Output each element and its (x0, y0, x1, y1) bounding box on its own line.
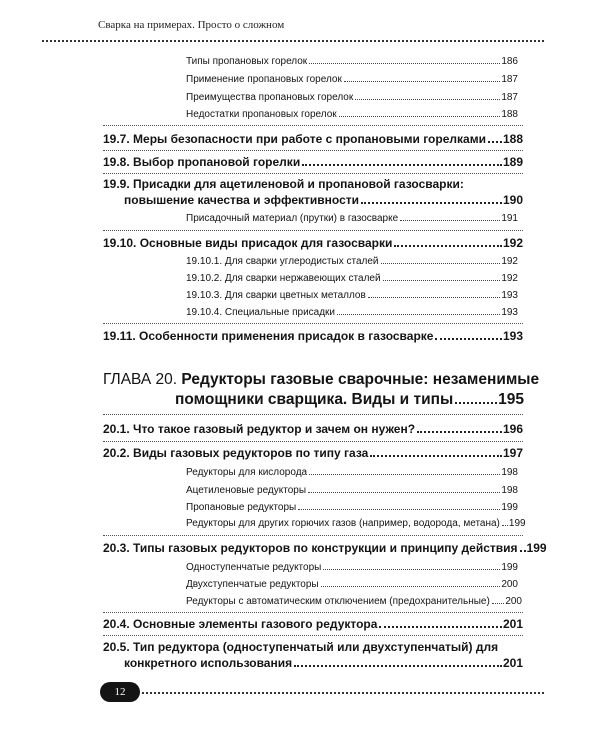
toc-entry-page: 187 (501, 74, 518, 85)
toc-section-title: 19.10. Основные виды присадок для газосварки (103, 236, 393, 250)
toc-entry-page: 186 (501, 56, 518, 67)
toc-section-page: 189 (502, 155, 523, 169)
toc-section-page: 196 (502, 422, 523, 436)
toc-entry-page: 191 (501, 213, 518, 224)
toc-entry-page: 193 (501, 290, 518, 301)
toc-section-title: 19.7. Меры безопасности при работе с пропановыми горелками (103, 132, 486, 146)
toc-entry-title: 19.10.2. Для сварки нержавеющих сталей (186, 273, 381, 284)
toc-leader (339, 116, 501, 117)
toc-entry-title: Двухступенчатые редукторы (186, 579, 319, 590)
toc-leader (294, 665, 502, 667)
toc-leader (368, 297, 501, 298)
toc-section-title: 20.2. Виды газовых редукторов по типу газа (103, 446, 369, 460)
toc-entry (186, 109, 518, 120)
toc-section-20-5-line1: 20.5. Тип редуктора (одноступенчатый или двухступенчатый) для (103, 640, 499, 654)
toc-entry-page: 198 (501, 485, 518, 496)
toc-section-title: 20.3. Типы газовых редукторов по конструкции и принципу действия (103, 541, 518, 555)
section-separator (103, 323, 523, 324)
toc-section-title: 19.11. Особенности применения присадок в газосварке (103, 329, 434, 343)
toc-leader (435, 338, 502, 340)
toc-leader (417, 431, 502, 433)
toc-section-19-8 (103, 155, 523, 169)
section-separator (103, 230, 523, 231)
toc-section-title: 20.4. Основные элементы газового редуктора (103, 617, 378, 631)
section-separator (103, 635, 523, 636)
toc-leader (502, 525, 508, 526)
toc-entry (186, 290, 518, 301)
toc-entry-page: 192 (501, 256, 518, 267)
section-separator (103, 150, 523, 151)
toc-entry-title: Присадочный материал (прутки) в газосварке (186, 213, 399, 224)
toc-entry (186, 485, 518, 496)
toc-leader (337, 314, 500, 315)
toc-entry-page: 192 (501, 273, 518, 284)
section-separator (103, 535, 523, 536)
toc-leader (361, 202, 502, 204)
toc-entry-title: Редукторы с автоматическим отключением (предохранительные) (186, 596, 490, 607)
toc-section-19-11 (103, 329, 523, 343)
chapter-title-line2: помощники сварщика. Виды и типы (175, 391, 454, 408)
toc-entry-title: Недостатки пропановых горелок (186, 109, 337, 120)
section-separator (103, 441, 523, 442)
toc-section-19-10 (103, 236, 523, 250)
section-separator (103, 173, 523, 174)
toc-leader (394, 245, 502, 247)
toc-section-page: 188 (502, 132, 523, 146)
toc-leader (492, 603, 505, 604)
top-dotted-rule (42, 40, 544, 42)
toc-entry (186, 92, 518, 103)
toc-section-20-1 (103, 422, 523, 436)
toc-entry-title: Редукторы для других горючих газов (например, водорода, метана) (186, 518, 500, 529)
toc-leader (383, 280, 501, 281)
toc-section-page: 192 (502, 236, 523, 250)
toc-entry (186, 502, 518, 513)
toc-section-19-9 (124, 193, 523, 207)
toc-leader (309, 474, 500, 475)
toc-leader (298, 509, 500, 510)
toc-leader (488, 141, 502, 143)
toc-entry (186, 518, 526, 529)
toc-entry-page: 193 (501, 307, 518, 318)
chapter-title-line1: Редукторы газовые сварочные: незаменимые (181, 371, 540, 388)
toc-entry-title: 19.10.3. Для сварки цветных металлов (186, 290, 366, 301)
toc-entry-page: 200 (505, 596, 522, 607)
toc-section-title: 20.1. Что такое газовый редуктор и зачем он нужен? (103, 422, 416, 436)
toc-entry (186, 579, 518, 590)
toc-entry-title: Применение пропановых горелок (186, 74, 342, 85)
toc-entry-title: Одноступенчатые редукторы (186, 562, 322, 573)
toc-section-20-2 (103, 446, 523, 460)
toc-leader (321, 586, 501, 587)
toc-leader (302, 164, 502, 166)
toc-entry-page: 199 (501, 502, 518, 513)
toc-entry-page: 200 (501, 579, 518, 590)
toc-entry (186, 467, 518, 478)
toc-leader (355, 99, 500, 100)
toc-leader (309, 63, 500, 64)
toc-section-page: 201 (502, 656, 523, 670)
toc-entry (186, 273, 518, 284)
toc-entry (186, 596, 522, 607)
toc-section-19-9-line1: 19.9. Присадки для ацетиленовой и пропановой газосварки: (103, 177, 464, 191)
toc-entry (186, 56, 518, 67)
toc-section-page: 193 (502, 329, 523, 343)
section-separator (103, 125, 523, 126)
page-number: 12 (114, 686, 126, 698)
toc-entry-title: Типы пропановых горелок (186, 56, 308, 67)
toc-section-20-4 (103, 617, 523, 631)
toc-entry-title: 19.10.4. Специальные присадки (186, 307, 336, 318)
toc-section-19-7 (103, 132, 523, 146)
toc-section-page: 197 (502, 446, 523, 460)
chapter-label: ГЛАВА 20. (103, 371, 178, 388)
toc-entry-title: Редукторы для кислорода (186, 467, 308, 478)
toc-entry (186, 213, 518, 224)
toc-entry-page: 187 (501, 92, 518, 103)
toc-leader (520, 550, 526, 552)
toc-section-20-5 (124, 656, 523, 670)
toc-section-title: конкретного использования (124, 656, 293, 670)
toc-entry (186, 74, 518, 85)
running-head: Сварка на примерах. Просто о сложном (98, 19, 285, 31)
toc-section-page: 201 (502, 617, 523, 631)
chapter-20-heading (103, 371, 539, 389)
toc-entry-title: Ацетиленовые редукторы (186, 485, 307, 496)
toc-entry-page: 198 (501, 467, 518, 478)
page-number-badge (100, 682, 140, 702)
section-separator (103, 612, 523, 613)
toc-leader (381, 263, 501, 264)
chapter-20-title-line2 (175, 391, 524, 409)
section-separator (103, 414, 523, 415)
toc-section-page: 190 (502, 193, 523, 207)
toc-leader (344, 81, 500, 82)
chapter-page: 195 (498, 391, 524, 408)
toc-leader (323, 569, 500, 570)
toc-entry-title: Пропановые редукторы (186, 502, 297, 513)
toc-leader (379, 626, 502, 628)
toc-entry (186, 307, 518, 318)
toc-entry-title: Преимущества пропановых горелок (186, 92, 354, 103)
toc-entry-title: 19.10.1. Для сварки углеродистых сталей (186, 256, 379, 267)
toc-entry-page: 188 (501, 109, 518, 120)
toc-leader (455, 402, 497, 404)
toc-entry-page: 199 (501, 562, 518, 573)
bottom-dotted-rule (142, 692, 544, 694)
toc-entry (186, 562, 518, 573)
toc-section-20-3 (103, 541, 547, 555)
toc-section-page: 199 (526, 541, 547, 555)
toc-entry (186, 256, 518, 267)
toc-leader (370, 455, 502, 457)
toc-section-title: повышение качества и эффективности (124, 193, 359, 207)
toc-leader (400, 220, 500, 221)
toc-section-title: 19.8. Выбор пропановой горелки (103, 155, 301, 169)
toc-entry-page: 199 (508, 518, 526, 529)
toc-leader (308, 492, 500, 493)
